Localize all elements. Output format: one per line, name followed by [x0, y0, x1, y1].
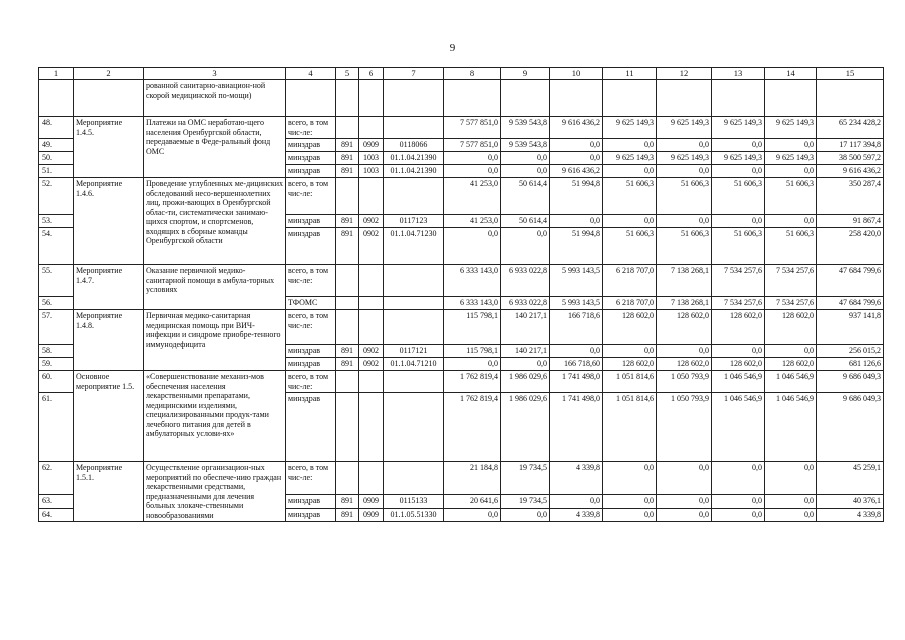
- year-value: 7 534 257,6: [765, 297, 817, 310]
- year-value: 9 539 543,8: [501, 139, 550, 152]
- target-article-code: 01.1.04.71230: [384, 228, 444, 265]
- activity-name: Проведение углубленных ме-дицинских обследований несо-вершеннолетних лиц, прожи-вающих в Оренбургской облас-ти, систематически занимаю-щихся спортом, и спортсменов, входящих в сборные команды Оренбургской области: [144, 178, 286, 265]
- row-number: 60.: [39, 371, 74, 393]
- row-number: 61.: [39, 393, 74, 462]
- grbs-code: 891: [336, 228, 359, 265]
- year-value: 5 993 143,5: [550, 297, 603, 310]
- activity-name: Осуществление организацион-ных мероприятий по обеспече-нию граждан лекарственными средствами, предназначенными для лечения больных злокаче-ственными новообразованиями: [144, 462, 286, 522]
- year-value: 6 333 143,0: [444, 265, 501, 297]
- year-value: 115 798,1: [444, 310, 501, 345]
- year-value: 1 986 029,6: [501, 393, 550, 462]
- executor: ТФОМС: [286, 297, 336, 310]
- year-value: 9 616 436,2: [550, 165, 603, 178]
- year-value: 0,0: [712, 495, 765, 508]
- year-value: 51 606,3: [603, 178, 657, 215]
- year-value: 1 762 819,4: [444, 371, 501, 393]
- grbs-code: [336, 80, 359, 117]
- executor: минздрав: [286, 508, 336, 521]
- table-row: [39, 371, 884, 393]
- year-value: 9 625 149,3: [765, 152, 817, 165]
- year-value: 1 046 546,9: [765, 393, 817, 462]
- section-code: [359, 310, 384, 345]
- year-value: 1 050 793,9: [657, 393, 712, 462]
- year-value: 51 606,3: [712, 178, 765, 215]
- year-value: 166 718,6: [550, 310, 603, 345]
- year-value: 6 218 707,0: [603, 265, 657, 297]
- section-code: 0902: [359, 345, 384, 358]
- year-value: 5 993 143,5: [550, 265, 603, 297]
- year-value: 128 602,0: [603, 310, 657, 345]
- year-value: 1 051 814,6: [603, 393, 657, 462]
- column-number-header: [39, 68, 884, 80]
- section-code: 1003: [359, 152, 384, 165]
- executor: минздрав: [286, 393, 336, 462]
- year-value: 0,0: [550, 495, 603, 508]
- year-value: 51 994,8: [550, 178, 603, 215]
- year-value: 6 933 022,8: [501, 265, 550, 297]
- grbs-code: 891: [336, 358, 359, 371]
- year-value: 0,0: [603, 462, 657, 495]
- target-article-code: [384, 310, 444, 345]
- grbs-code: 891: [336, 345, 359, 358]
- year-value: 128 602,0: [765, 310, 817, 345]
- row-number: 49.: [39, 139, 74, 152]
- year-value: 51 994,8: [550, 228, 603, 265]
- column-header: 7: [384, 68, 444, 80]
- column-header: 9: [501, 68, 550, 80]
- total-value: 17 117 394,8: [817, 139, 884, 152]
- section-code: 0902: [359, 358, 384, 371]
- total-value: 65 234 428,2: [817, 117, 884, 139]
- activity-name: Оказание первичной медико-санитарной помощи в амбула-торных условиях: [144, 265, 286, 310]
- target-article-code: [384, 462, 444, 495]
- total-value: 258 420,0: [817, 228, 884, 265]
- year-value: 51 606,3: [765, 228, 817, 265]
- year-value: 9 625 149,3: [657, 152, 712, 165]
- row-number: 53.: [39, 215, 74, 228]
- row-number: 63.: [39, 495, 74, 508]
- activity-name: Первичная медико-санитарная медицинская помощь при ВИЧ-инфекции и синдроме приобре-тенного иммунодефицита: [144, 310, 286, 371]
- row-number: 51.: [39, 165, 74, 178]
- total-value: [817, 80, 884, 117]
- section-code: [359, 297, 384, 310]
- grbs-code: [336, 297, 359, 310]
- column-header: 10: [550, 68, 603, 80]
- section-code: 1003: [359, 165, 384, 178]
- executor: всего, в том чис-ле:: [286, 178, 336, 215]
- year-value: 0,0: [712, 345, 765, 358]
- section-code: [359, 178, 384, 215]
- year-value: 1 051 814,6: [603, 371, 657, 393]
- year-value: [550, 80, 603, 117]
- grbs-code: [336, 371, 359, 393]
- column-header: 13: [712, 68, 765, 80]
- year-value: 128 602,0: [712, 310, 765, 345]
- year-value: 0,0: [657, 495, 712, 508]
- target-article-code: 01.1.05.51330: [384, 508, 444, 521]
- budget-table: [38, 67, 884, 522]
- section-code: 0909: [359, 495, 384, 508]
- year-value: 51 606,3: [657, 178, 712, 215]
- column-header: 15: [817, 68, 884, 80]
- target-article-code: [384, 178, 444, 215]
- year-value: 7 534 257,6: [765, 265, 817, 297]
- year-value: 7 534 257,6: [712, 297, 765, 310]
- section-code: [359, 462, 384, 495]
- year-value: 0,0: [444, 358, 501, 371]
- grbs-code: 891: [336, 495, 359, 508]
- executor: минздрав: [286, 345, 336, 358]
- year-value: 128 602,0: [765, 358, 817, 371]
- grbs-code: [336, 265, 359, 297]
- year-value: 0,0: [712, 139, 765, 152]
- activity-group: Мероприятие 1.5.1.: [74, 462, 144, 522]
- year-value: 9 625 149,3: [603, 152, 657, 165]
- grbs-code: [336, 310, 359, 345]
- section-code: [359, 371, 384, 393]
- target-article-code: 0117123: [384, 215, 444, 228]
- total-value: 38 500 597,2: [817, 152, 884, 165]
- year-value: 9 625 149,3: [765, 117, 817, 139]
- year-value: 0,0: [712, 462, 765, 495]
- grbs-code: [336, 117, 359, 139]
- year-value: 9 625 149,3: [603, 117, 657, 139]
- row-number: 59.: [39, 358, 74, 371]
- target-article-code: 01.1.04.21390: [384, 152, 444, 165]
- total-value: 681 126,6: [817, 358, 884, 371]
- activity-group: [74, 80, 144, 117]
- year-value: 0,0: [657, 462, 712, 495]
- year-value: 9 616 436,2: [550, 117, 603, 139]
- year-value: 4 339,8: [550, 462, 603, 495]
- row-number: 57.: [39, 310, 74, 345]
- year-value: 19 734,5: [501, 495, 550, 508]
- year-value: 6 933 022,8: [501, 297, 550, 310]
- year-value: 4 339,8: [550, 508, 603, 521]
- activity-name: «Совершенствование механиз-мов обеспечения населения лекарственными препаратами, медицинскими изделиями, специализированными продук-тами лечебного питания для детей в амбулаторных услови-ях»: [144, 371, 286, 462]
- column-header: 1: [39, 68, 74, 80]
- year-value: 0,0: [765, 215, 817, 228]
- year-value: [603, 80, 657, 117]
- year-value: 140 217,1: [501, 310, 550, 345]
- target-article-code: 01.1.04.21390: [384, 165, 444, 178]
- column-header: 2: [74, 68, 144, 80]
- year-value: 0,0: [501, 508, 550, 521]
- year-value: 9 625 149,3: [712, 117, 765, 139]
- target-article-code: 01.1.04.71210: [384, 358, 444, 371]
- total-value: 9 616 436,2: [817, 165, 884, 178]
- column-header: 6: [359, 68, 384, 80]
- grbs-code: [336, 178, 359, 215]
- executor: минздрав: [286, 139, 336, 152]
- activity-group: Мероприятие 1.4.7.: [74, 265, 144, 310]
- year-value: 50 614,4: [501, 215, 550, 228]
- total-value: 9 686 049,3: [817, 393, 884, 462]
- year-value: 1 050 793,9: [657, 371, 712, 393]
- year-value: 6 333 143,0: [444, 297, 501, 310]
- target-article-code: [384, 393, 444, 462]
- year-value: 0,0: [657, 215, 712, 228]
- year-value: 0,0: [603, 165, 657, 178]
- year-value: 0,0: [550, 152, 603, 165]
- year-value: 0,0: [444, 508, 501, 521]
- total-value: 40 376,1: [817, 495, 884, 508]
- year-value: 128 602,0: [657, 310, 712, 345]
- column-header: 4: [286, 68, 336, 80]
- executor: минздрав: [286, 495, 336, 508]
- total-value: 45 259,1: [817, 462, 884, 495]
- total-value: 9 686 049,3: [817, 371, 884, 393]
- year-value: 51 606,3: [657, 228, 712, 265]
- year-value: 1 741 498,0: [550, 371, 603, 393]
- year-value: [657, 80, 712, 117]
- year-value: 1 762 819,4: [444, 393, 501, 462]
- year-value: 0,0: [765, 495, 817, 508]
- grbs-code: [336, 462, 359, 495]
- executor: всего, в том чис-ле:: [286, 265, 336, 297]
- activity-group: Мероприятие 1.4.6.: [74, 178, 144, 265]
- year-value: 9 539 543,8: [501, 117, 550, 139]
- year-value: 51 606,3: [765, 178, 817, 215]
- table-row: [39, 80, 884, 117]
- year-value: 19 734,5: [501, 462, 550, 495]
- year-value: 0,0: [550, 345, 603, 358]
- target-article-code: [384, 371, 444, 393]
- year-value: [765, 80, 817, 117]
- row-number: 50.: [39, 152, 74, 165]
- year-value: [712, 80, 765, 117]
- year-value: 0,0: [550, 139, 603, 152]
- year-value: 7 138 268,1: [657, 265, 712, 297]
- total-value: 937 141,8: [817, 310, 884, 345]
- year-value: 115 798,1: [444, 345, 501, 358]
- column-header: 12: [657, 68, 712, 80]
- year-value: 9 625 149,3: [657, 117, 712, 139]
- year-value: 0,0: [712, 508, 765, 521]
- total-value: 350 287,4: [817, 178, 884, 215]
- year-value: 9 625 149,3: [712, 152, 765, 165]
- year-value: 0,0: [603, 495, 657, 508]
- year-value: 7 577 851,0: [444, 117, 501, 139]
- grbs-code: 891: [336, 215, 359, 228]
- year-value: 0,0: [444, 165, 501, 178]
- total-value: 4 339,8: [817, 508, 884, 521]
- year-value: 51 606,3: [603, 228, 657, 265]
- year-value: 7 534 257,6: [712, 265, 765, 297]
- section-code: [359, 117, 384, 139]
- year-value: 128 602,0: [712, 358, 765, 371]
- year-value: 0,0: [765, 462, 817, 495]
- year-value: 1 046 546,9: [712, 371, 765, 393]
- total-value: 47 684 799,6: [817, 297, 884, 310]
- activity-name: Платежи на ОМС неработаю-щего населения Оренбургской области, передаваемые в Феде-ральный фонд ОМС: [144, 117, 286, 178]
- table-row: [39, 462, 884, 495]
- row-number: 64.: [39, 508, 74, 521]
- year-value: 0,0: [444, 228, 501, 265]
- year-value: 7 577 851,0: [444, 139, 501, 152]
- row-number: 54.: [39, 228, 74, 265]
- page-number: 9: [449, 42, 456, 54]
- year-value: 0,0: [501, 165, 550, 178]
- grbs-code: 891: [336, 165, 359, 178]
- year-value: 0,0: [603, 508, 657, 521]
- column-header: 14: [765, 68, 817, 80]
- year-value: 0,0: [765, 165, 817, 178]
- section-code: [359, 265, 384, 297]
- year-value: 166 718,60: [550, 358, 603, 371]
- year-value: [501, 80, 550, 117]
- activity-group: Основное мероприятие 1.5.: [74, 371, 144, 462]
- total-value: 47 684 799,6: [817, 265, 884, 297]
- row-number: 48.: [39, 117, 74, 139]
- section-code: 0909: [359, 508, 384, 521]
- year-value: 0,0: [603, 215, 657, 228]
- year-value: 1 741 498,0: [550, 393, 603, 462]
- year-value: 41 253,0: [444, 178, 501, 215]
- year-value: 50 614,4: [501, 178, 550, 215]
- year-value: 1 986 029,6: [501, 371, 550, 393]
- row-number: 55.: [39, 265, 74, 297]
- table-row: [39, 310, 884, 345]
- target-article-code: 0118066: [384, 139, 444, 152]
- total-value: 256 015,2: [817, 345, 884, 358]
- executor: всего, в том чис-ле:: [286, 462, 336, 495]
- column-header: 11: [603, 68, 657, 80]
- year-value: 0,0: [765, 345, 817, 358]
- executor: всего, в том чис-ле:: [286, 371, 336, 393]
- year-value: 0,0: [712, 165, 765, 178]
- year-value: 0,0: [657, 139, 712, 152]
- column-header: 8: [444, 68, 501, 80]
- section-code: 0909: [359, 139, 384, 152]
- year-value: 0,0: [550, 215, 603, 228]
- row-number: 62.: [39, 462, 74, 495]
- year-value: 128 602,0: [603, 358, 657, 371]
- section-code: [359, 393, 384, 462]
- row-number: 56.: [39, 297, 74, 310]
- total-value: 91 867,4: [817, 215, 884, 228]
- section-code: [359, 80, 384, 117]
- year-value: 0,0: [603, 139, 657, 152]
- target-article-code: [384, 80, 444, 117]
- executor: минздрав: [286, 215, 336, 228]
- year-value: 6 218 707,0: [603, 297, 657, 310]
- year-value: 128 602,0: [657, 358, 712, 371]
- target-article-code: 0115133: [384, 495, 444, 508]
- grbs-code: 891: [336, 139, 359, 152]
- year-value: 0,0: [501, 152, 550, 165]
- year-value: 0,0: [501, 358, 550, 371]
- executor: всего, в том чис-ле:: [286, 117, 336, 139]
- year-value: 1 046 546,9: [765, 371, 817, 393]
- year-value: 0,0: [712, 215, 765, 228]
- grbs-code: [336, 393, 359, 462]
- row-number: 52.: [39, 178, 74, 215]
- executor: [286, 80, 336, 117]
- grbs-code: 891: [336, 152, 359, 165]
- executor: всего, в том чис-ле:: [286, 310, 336, 345]
- target-article-code: 0117121: [384, 345, 444, 358]
- executor: минздрав: [286, 228, 336, 265]
- year-value: 140 217,1: [501, 345, 550, 358]
- year-value: 0,0: [501, 228, 550, 265]
- row-number: 58.: [39, 345, 74, 358]
- header-row: [39, 68, 884, 80]
- year-value: 0,0: [765, 139, 817, 152]
- year-value: 0,0: [657, 165, 712, 178]
- table-row: [39, 117, 884, 139]
- year-value: 0,0: [765, 508, 817, 521]
- section-code: 0902: [359, 215, 384, 228]
- activity-group: Мероприятие 1.4.8.: [74, 310, 144, 371]
- year-value: 0,0: [657, 345, 712, 358]
- year-value: [444, 80, 501, 117]
- column-header: 3: [144, 68, 286, 80]
- executor: минздрав: [286, 165, 336, 178]
- target-article-code: [384, 297, 444, 310]
- activity-group: Мероприятие 1.4.5.: [74, 117, 144, 178]
- section-code: 0902: [359, 228, 384, 265]
- target-article-code: [384, 117, 444, 139]
- executor: минздрав: [286, 358, 336, 371]
- row-number: [39, 80, 74, 117]
- table-row: [39, 178, 884, 215]
- year-value: 51 606,3: [712, 228, 765, 265]
- year-value: 7 138 268,1: [657, 297, 712, 310]
- grbs-code: 891: [336, 508, 359, 521]
- year-value: 21 184,8: [444, 462, 501, 495]
- year-value: 41 253,0: [444, 215, 501, 228]
- year-value: 20 641,6: [444, 495, 501, 508]
- column-header: 5: [336, 68, 359, 80]
- activity-name: рованной санитарно-авиацион-ной скорой медицинской по-мощи): [144, 80, 286, 117]
- year-value: 1 046 546,9: [712, 393, 765, 462]
- year-value: 0,0: [444, 152, 501, 165]
- table-row: [39, 265, 884, 297]
- executor: минздрав: [286, 152, 336, 165]
- target-article-code: [384, 265, 444, 297]
- table-body: [39, 80, 884, 522]
- year-value: 0,0: [657, 508, 712, 521]
- year-value: 0,0: [603, 345, 657, 358]
